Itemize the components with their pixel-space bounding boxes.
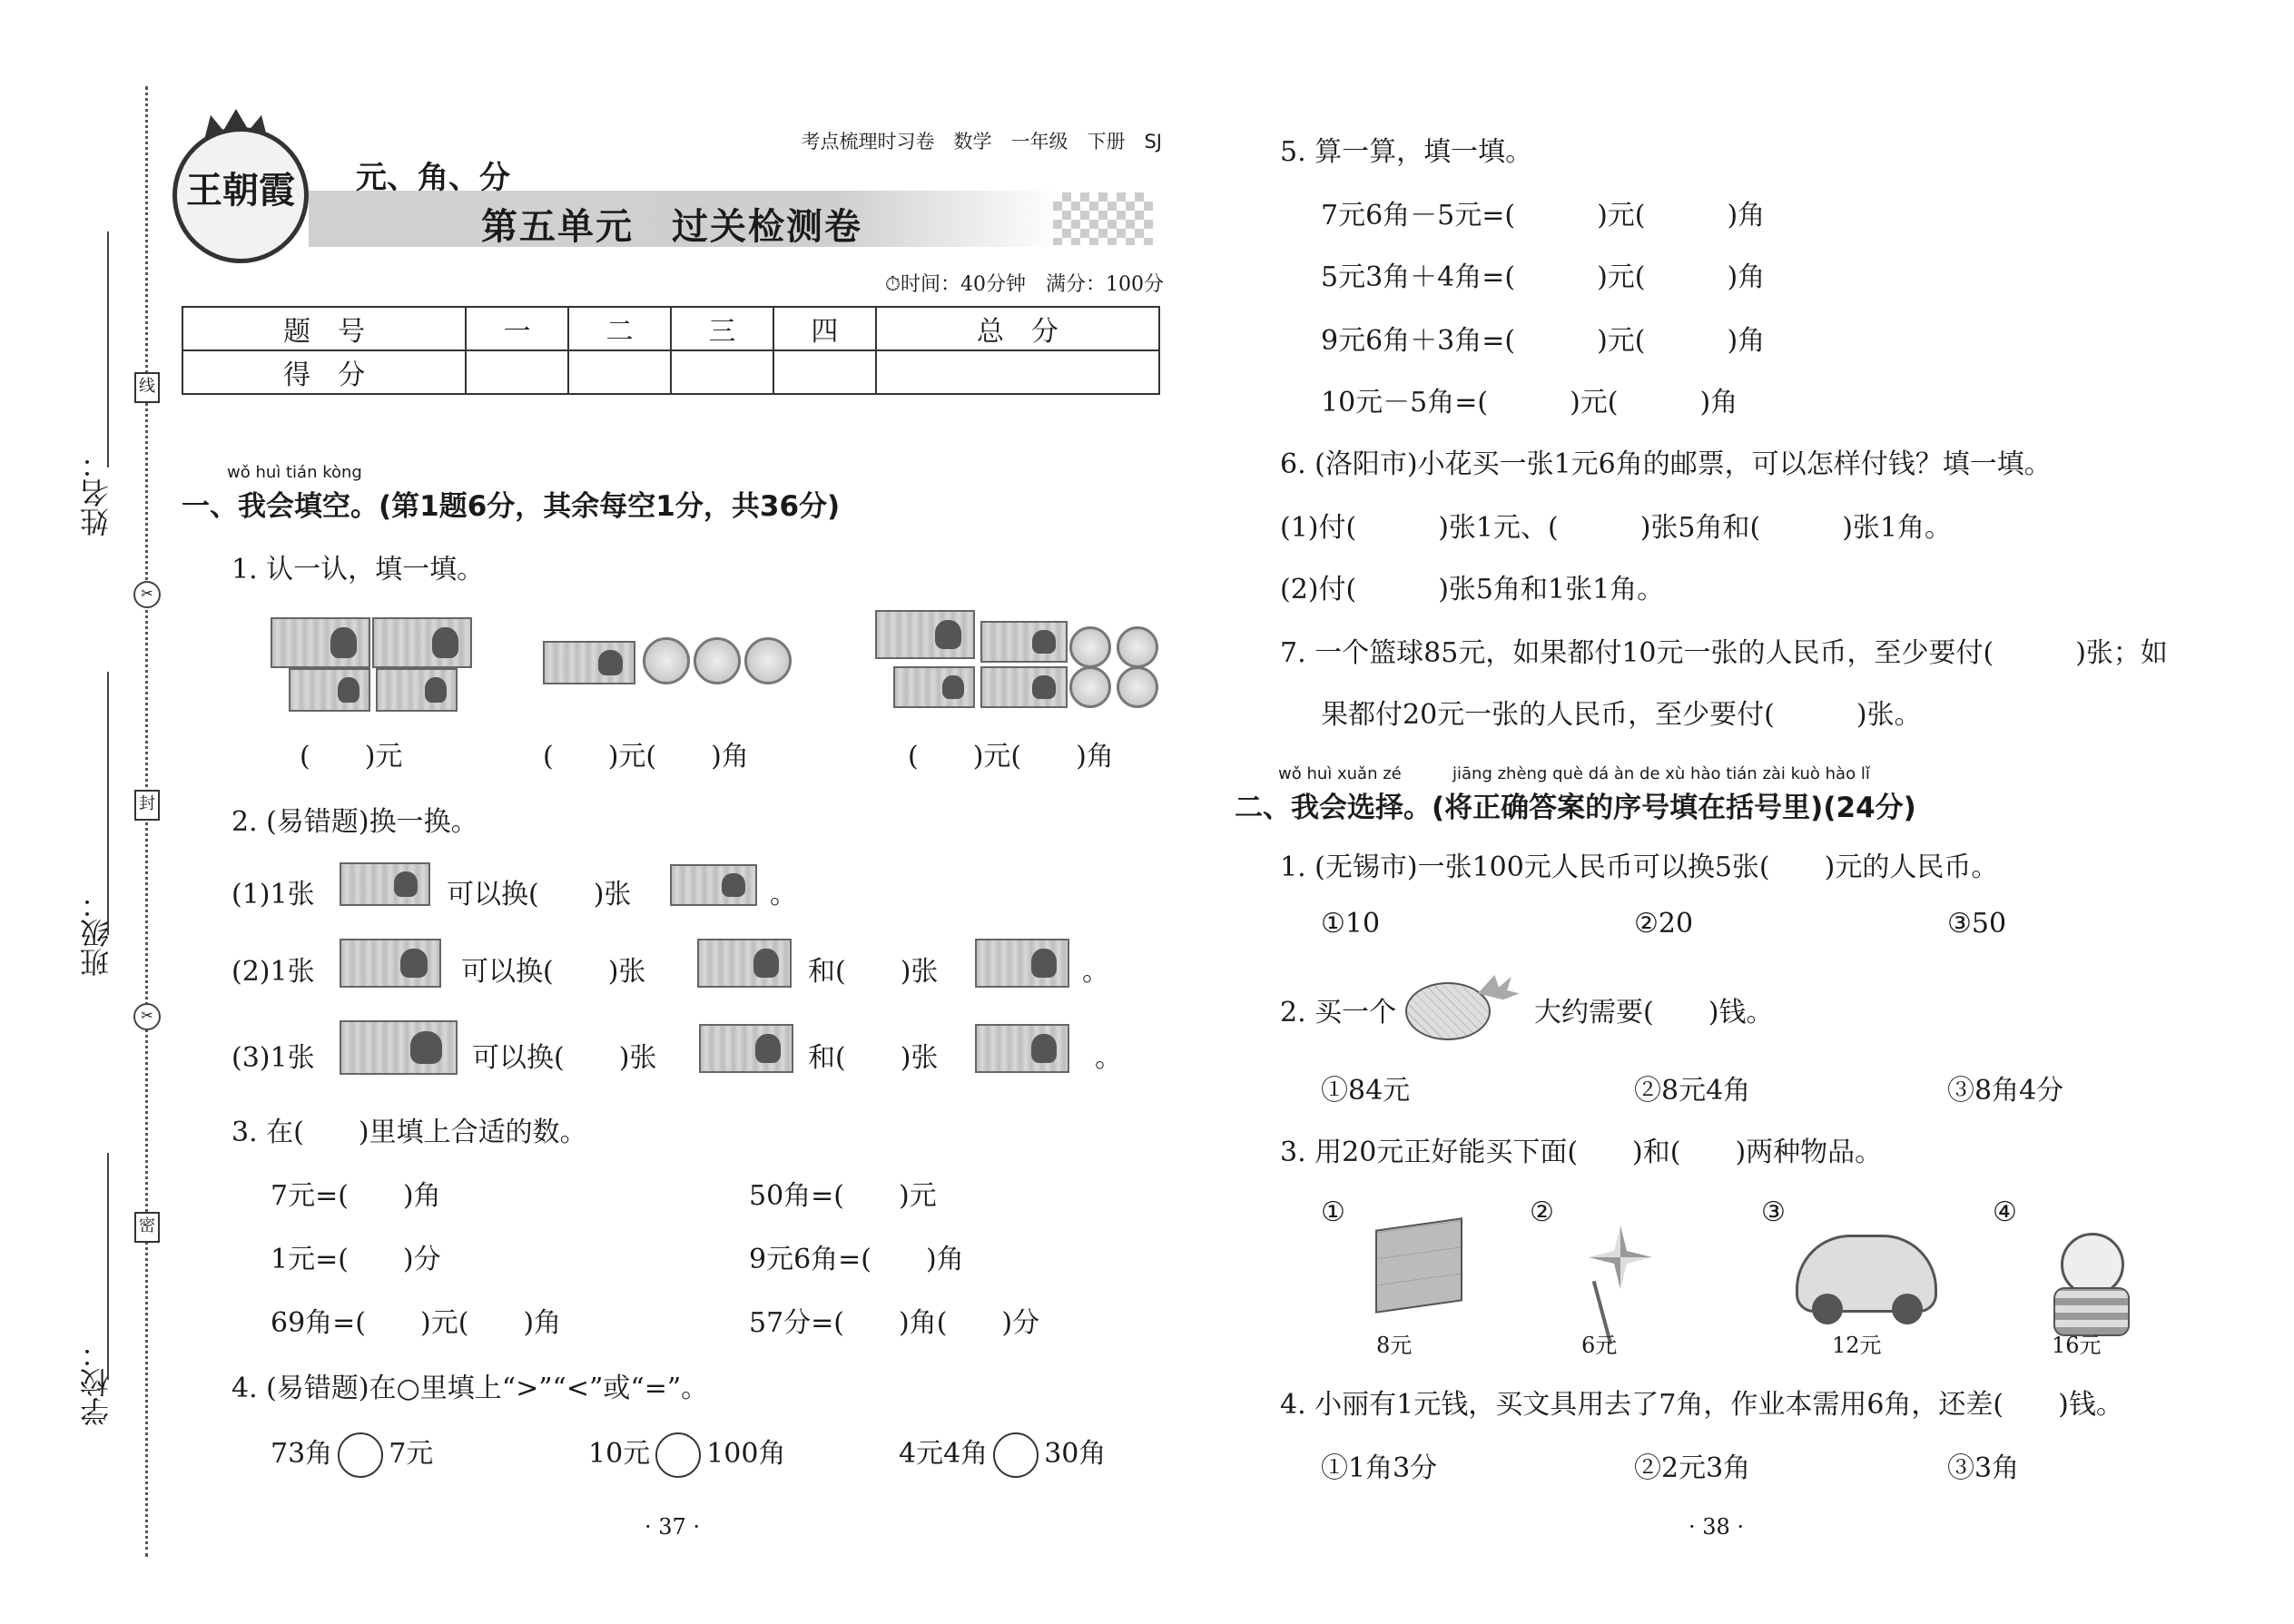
score-table [182,306,1160,395]
brand-logo: 王朝霞 [172,127,309,263]
calc-line[interactable]: 7元6角－5元=( )元( )角 [1321,200,1766,231]
pinyin: wǒ huì xuǎn zé [1278,764,1402,783]
question-text: 1. 认一认，填一填。 [231,554,485,586]
banknote-icon [893,666,975,708]
question-text: 3. 用20元正好能买下面( )和( )两种物品。 [1280,1137,1883,1168]
question-text[interactable]: 果都付20元一张的人民币，至少要付( )张。 [1321,699,1922,731]
page-number: · 37 · [645,1514,701,1540]
exchange-text[interactable]: 可以换( )张 [447,879,632,910]
answer-blank[interactable]: ( )元( )角 [908,741,1114,773]
compare-item [588,1431,785,1478]
item-price: 8元 [1376,1333,1413,1358]
cut-mark-seal: 封 [134,790,160,821]
option[interactable]: ②20 [1634,908,1694,940]
question-text[interactable]: 7. 一个篮球85元，如果都付10元一张的人民币，至少要付( )张；如 [1280,637,2168,669]
option[interactable]: ①84元 [1321,1075,1411,1107]
exchange-row-number: (3)1张 [231,1042,315,1074]
answer-blank[interactable]: ( )元( )角 [543,741,749,773]
compare-item [899,1431,1106,1478]
banknote-1-yuan-icon [670,864,757,906]
banknote-icon [980,621,1068,663]
coin-icon [694,637,741,684]
fill-item[interactable]: 50角=( )元 [749,1180,937,1212]
compare-right: 30角 [1044,1438,1107,1470]
name-label: 姓名： [79,449,113,536]
rubiks-cube-icon [1375,1217,1462,1313]
banknote-1-yuan-icon [543,641,635,684]
score-cell[interactable] [671,350,773,394]
question-text: 6. (洛阳市)小花买一张1元6角的邮票，可以怎样付钱？填一填。 [1280,448,2052,480]
calc-line[interactable]: 9元6角＋3角=( )元( )角 [1321,325,1766,357]
banknote-5-yuan-icon [340,862,430,906]
fill-item[interactable]: 1元=( )分 [271,1244,441,1275]
compare-left: 73角 [271,1438,333,1470]
wheel-icon [1812,1294,1843,1324]
score-header: 二 [568,307,671,350]
pineapple-icon [1405,982,1491,1040]
pinyin: wǒ huì tián kòng [227,463,362,482]
option[interactable]: ②8元4角 [1634,1075,1751,1107]
banknote-50-yuan-icon [875,610,975,659]
compare-right: 100角 [706,1438,786,1470]
checker-pattern [1053,192,1153,245]
answer-blank[interactable]: ( )元 [300,741,403,773]
banknote-10-yuan-icon [975,939,1069,988]
question-text: 4. (易错题)在○里填上“>”“<”或“=”。 [231,1373,709,1404]
unit-topic: 元、角、分 [356,160,510,196]
exchange-row-number: (1)1张 [231,879,315,910]
wheel-icon [1892,1294,1923,1324]
compare-item [271,1431,433,1478]
school-label: 学校： [79,1339,113,1426]
coin-icon [1069,626,1111,668]
score-header: 四 [773,307,876,350]
banknote-10-yuan-icon [975,1024,1069,1073]
score-cell[interactable] [876,350,1159,394]
question-text: 5. 算一算，填一填。 [1280,136,1533,168]
score-header: 题 号 [182,307,466,350]
cut-mark-line: 线 [134,372,160,403]
banknote-10-yuan-icon [271,617,370,668]
question-text: 大约需要( )钱。 [1534,997,1774,1029]
compare-right: 7元 [389,1438,434,1470]
exchange-text[interactable]: 可以换( )张 [461,956,646,988]
item-price: 6元 [1581,1333,1618,1358]
question-text: 2. (易错题)换一换。 [231,806,478,838]
question-text: 1. (无锡市)一张100元人民币可以换5张( )元的人民币。 [1280,851,1999,883]
banknote-20-yuan-icon [697,939,792,988]
item-number: ③ [1761,1196,1786,1228]
option[interactable]: ③50 [1947,908,2007,940]
option[interactable]: ③3角 [1947,1452,2020,1484]
coin-icon [643,637,690,684]
exchange-row-number: (2)1张 [231,956,315,988]
pinyin: jiāng zhèng què dá àn de xù hào tián zài kuò hào lǐ [1452,764,1870,783]
option[interactable]: ③8角4分 [1947,1075,2064,1107]
banknote-10-yuan-icon [372,617,472,668]
time-info: ⏱时间：40分钟 满分：100分 [884,273,1164,296]
class-label: 班级： [79,890,113,977]
coin-icon [1069,666,1111,708]
coin-icon [744,637,792,684]
compare-left: 4元4角 [899,1438,989,1470]
option[interactable]: ①10 [1321,908,1381,940]
item-number: ④ [1993,1196,2017,1228]
compare-circle[interactable] [338,1432,383,1478]
period: 。 [1082,956,1109,988]
banknote-20-yuan-icon [699,1024,793,1073]
banknote-50-yuan-icon [340,939,441,988]
score-header: 一 [466,307,568,350]
score-header: 三 [671,307,773,350]
item-price: 12元 [1832,1333,1882,1358]
exchange-text[interactable]: 可以换( )张 [472,1042,657,1074]
fill-item[interactable]: 9元6角=( )角 [749,1244,964,1275]
cut-mark-secret: 密 [134,1212,160,1243]
item-number: ① [1321,1196,1345,1228]
compare-circle[interactable] [993,1432,1039,1478]
score-cell[interactable] [568,350,671,394]
score-header: 总 分 [876,307,1159,350]
exchange-text[interactable]: 和( )张 [808,956,939,988]
coin-icon [1117,666,1158,708]
banknote-5-yuan-icon [289,668,370,712]
section-heading: 一、我会填空。(第1题6分，其余每空1分，共36分) [182,490,841,523]
section-heading: 二、我会选择。(将正确答案的序号填在括号里)(24分) [1235,792,1916,824]
item-number: ② [1530,1196,1554,1228]
page-title: 第五单元 过关检测卷 [481,206,862,248]
score-row-label: 得 分 [182,350,466,394]
fill-item[interactable]: 69角=( )元( )角 [271,1307,562,1339]
calc-line[interactable]: 10元－5角=( )元( )角 [1321,387,1738,418]
compare-left: 10元 [588,1438,651,1470]
question-text: 3. 在( )里填上合适的数。 [231,1117,587,1148]
banknote-5-yuan-icon [376,668,458,712]
question-text: 4. 小丽有1元钱，买文具用去了7角，作业本需用6角，还差( )钱。 [1280,1389,2123,1421]
period: 。 [770,879,797,910]
period: 。 [1095,1042,1122,1074]
option[interactable]: ②2元3角 [1634,1452,1751,1484]
scissor-icon: ✂ [133,1003,161,1030]
fill-item[interactable]: 7元=( )角 [271,1180,441,1212]
fold-dotted-line [145,86,148,1557]
compare-circle[interactable] [655,1432,701,1478]
score-cell[interactable] [466,350,568,394]
scissor-icon: ✂ [133,581,161,608]
name-underline [107,231,109,468]
clock-icon: ⏱ [884,273,901,296]
item-price: 16元 [2052,1333,2102,1358]
answer-line[interactable]: (2)付( )张5角和1张1角。 [1280,574,1665,605]
score-cell[interactable] [773,350,876,394]
question-text: 2. 买一个 [1280,997,1397,1029]
option[interactable]: ①1角3分 [1321,1452,1438,1484]
banknote-100-yuan-icon [340,1020,458,1075]
answer-line[interactable]: (1)付( )张1元、( )张5角和( )张1角。 [1280,512,1952,544]
banknote-icon [980,666,1068,708]
fill-item[interactable]: 57分=( )角( )分 [749,1307,1040,1339]
coin-icon [1117,626,1158,668]
exchange-text[interactable]: 和( )张 [808,1042,939,1074]
page-number: · 38 · [1689,1514,1745,1540]
calc-line[interactable]: 5元3角＋4角=( )元( )角 [1321,261,1766,293]
series-info: 考点梳理时习卷 数学 一年级 下册 SJ [801,131,1162,153]
